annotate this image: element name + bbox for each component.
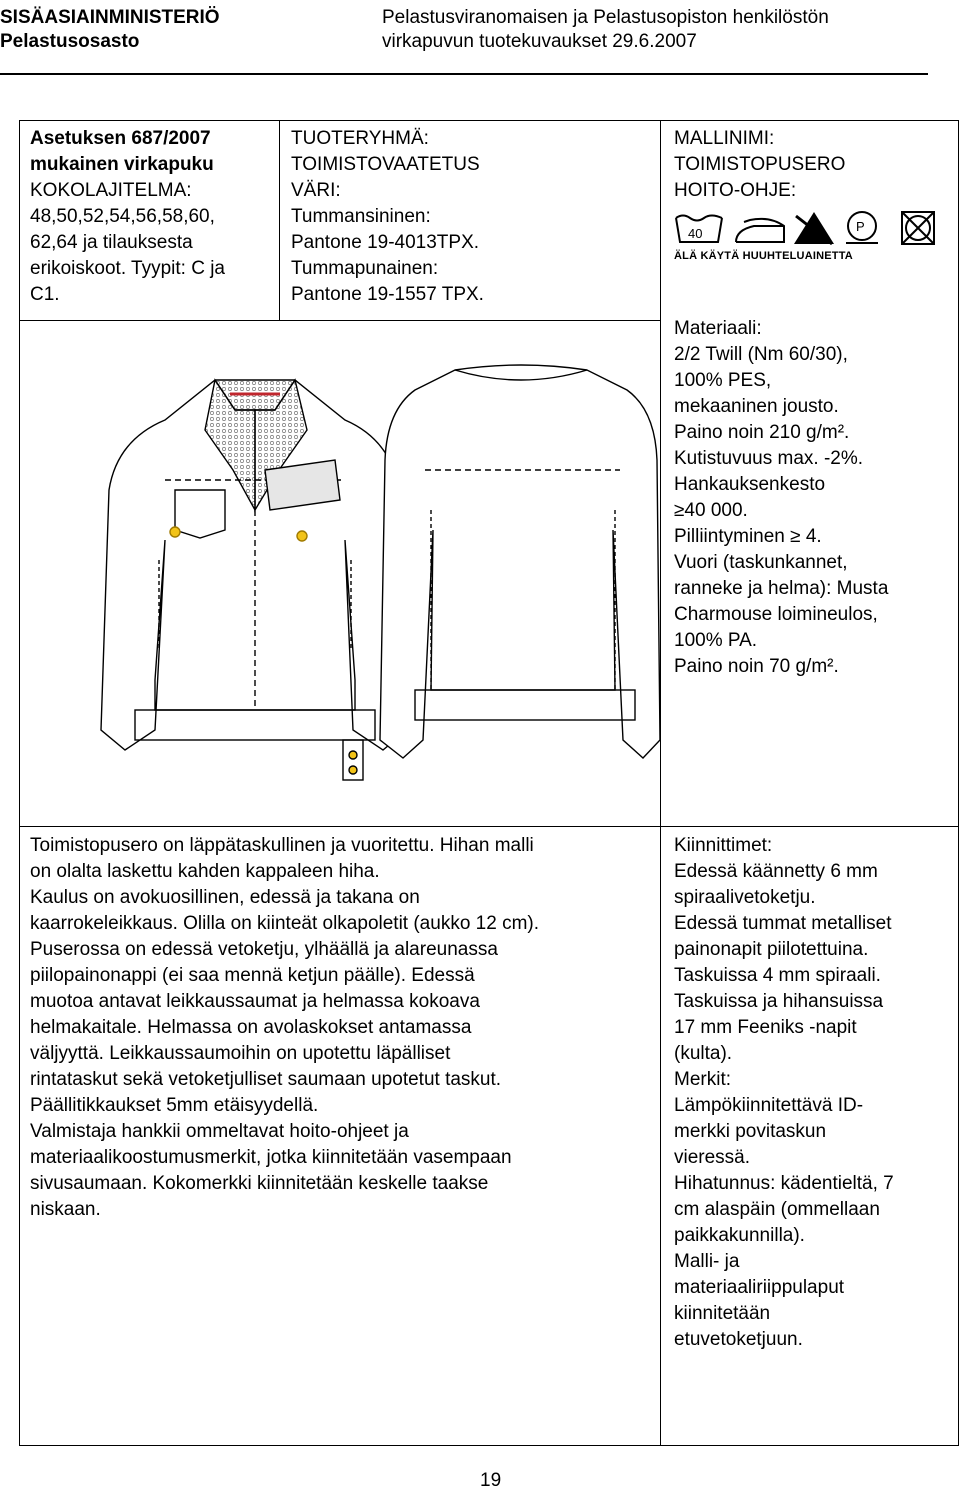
product-group-label: TUOTERYHMÄ: xyxy=(291,128,429,149)
description-line: Toimistopusero on läppätaskullinen ja vuoritettu. Hihan malli xyxy=(30,835,534,856)
product-description xyxy=(30,833,539,1223)
material-line: ≥40 000. xyxy=(674,500,748,521)
sizes-line: erikoiskoot. Tyypit: C ja xyxy=(30,258,226,279)
marks-line: merkki povitaskun xyxy=(674,1121,827,1142)
group-color-cell xyxy=(291,126,484,308)
fasteners-line: Edessä tummat metalliset xyxy=(674,913,892,934)
description-line: helmakaitale. Helmassa on avolaskokset antamassa xyxy=(30,1017,472,1038)
marks-line: Hihatunnus: kädentieltä, 7 xyxy=(674,1173,894,1194)
marks-label: Merkit: xyxy=(674,1069,731,1090)
material-line: mekaaninen jousto. xyxy=(674,396,839,417)
material-line: Kutistuvuus max. -2%. xyxy=(674,448,864,469)
document-header-right xyxy=(382,6,829,54)
marks-line: Lämpökiinnitettävä ID- xyxy=(674,1095,864,1116)
care-symbols xyxy=(674,210,944,246)
color-line: Pantone 19-1557 TPX. xyxy=(291,284,484,305)
table-divider-2 xyxy=(660,120,661,1446)
document-header-left xyxy=(0,6,220,54)
material-label: Materiaali: xyxy=(674,318,762,339)
description-line: niskaan. xyxy=(30,1199,101,1220)
product-group-value: TOIMISTOVAATETUS xyxy=(291,154,480,175)
decree-line: Asetuksen 687/2007 xyxy=(30,128,211,149)
care-note: ÄLÄ KÄYTÄ HUUHTELUAINETTA xyxy=(674,250,853,262)
jacket-technical-drawing xyxy=(95,350,660,800)
lining-detail: Paino noin 70 g/m². xyxy=(674,656,839,677)
department-name: Pelastusosasto xyxy=(0,31,140,52)
color-label: VÄRI: xyxy=(291,180,341,201)
material-line: Paino noin 210 g/m². xyxy=(674,422,850,443)
description-line: kaarrokeleikkaus. Olilla on kiinteät olkapoletit (aukko 12 cm). xyxy=(30,913,540,934)
fasteners-line: spiraalivetoketju. xyxy=(674,887,816,908)
description-line: on olalta laskettu kahden kappaleen hiha. xyxy=(30,861,380,882)
lining-value: Musta xyxy=(831,578,889,599)
material-line: Hankauksenkesto xyxy=(674,474,826,495)
model-name-value: TOIMISTOPUSERO xyxy=(674,154,846,175)
fasteners-line: (kulta). xyxy=(674,1043,733,1064)
sizes-label: KOKOLAJITELMA: xyxy=(30,180,192,201)
marks-line: paikkakunnilla). xyxy=(674,1225,805,1246)
iron-icon xyxy=(736,219,784,242)
material-line: Pilliintyminen ≥ 4. xyxy=(674,526,822,547)
table-divider-3 xyxy=(19,320,661,321)
marks-line: materiaaliriippulaput xyxy=(674,1277,845,1298)
document-title-line1: Pelastusviranomaisen ja Pelastusopiston henkilöstön xyxy=(382,7,829,28)
lining-label: Vuori (taskunkannet, xyxy=(674,552,848,573)
marks-line: cm alaspäin (ommellaan xyxy=(674,1199,880,1220)
lining-line xyxy=(674,576,888,602)
description-line: Puserossa on edessä vetoketju, ylhäällä ja alareunassa xyxy=(30,939,498,960)
description-line: Kaulus on avokuosillinen, edessä ja takana on xyxy=(30,887,420,908)
jacket-back-view xyxy=(380,365,660,758)
color-line: Tummansininen: xyxy=(291,206,431,227)
dry-clean-p-icon xyxy=(846,212,878,243)
description-line: muotoa antavat leikkaussaumat ja helmassa kokoava xyxy=(30,991,480,1012)
decree-sizes-cell xyxy=(30,126,225,308)
decree-line: mukainen virkapuku xyxy=(30,154,214,175)
material-line: 2/2 Twill (Nm 60/30), xyxy=(674,344,848,365)
wash-40-icon xyxy=(676,216,722,243)
fasteners-label: Kiinnittimet: xyxy=(674,835,773,856)
lining-detail: 100% PA. xyxy=(674,630,758,651)
marks-line: vieressä. xyxy=(674,1147,751,1168)
description-line: sivusaumaan. Kokomerkki kiinnitetään keskelle taakse xyxy=(30,1173,489,1194)
lining-detail: Charmouse loimineulos, xyxy=(674,604,878,625)
wash-temperature: 40 xyxy=(688,226,703,241)
color-line: Tummapunainen: xyxy=(291,258,439,279)
svg-text:P: P xyxy=(856,219,865,234)
model-care-cell xyxy=(674,126,845,204)
fasteners-line: painonapit piilotettuina. xyxy=(674,939,869,960)
marks-line: Malli- ja xyxy=(674,1251,740,1272)
fasteners-line: Taskuissa ja hihansuissa xyxy=(674,991,884,1012)
material-line: 100% PES, xyxy=(674,370,772,391)
description-line: väljyyttä. Leikkaussaumoihin on upotettu läpälliset xyxy=(30,1043,451,1064)
fasteners-cell xyxy=(674,833,894,1353)
material-cell xyxy=(674,316,888,680)
description-line: Valmistaja hankkii ommeltavat hoito-ohjeet ja xyxy=(30,1121,409,1142)
jacket-front-view xyxy=(101,380,415,780)
description-line: materiaalikoostumusmerkit, jotka kiinnitetään vasempaan xyxy=(30,1147,512,1168)
fasteners-line: Taskuissa 4 mm spiraali. xyxy=(674,965,881,986)
description-line: piilopainonappi (ei saa mennä ketjun päälle). Edessä xyxy=(30,965,475,986)
marks-line: kiinnitetään xyxy=(674,1303,771,1324)
page-number: 19 xyxy=(480,1470,502,1491)
sizes-line: C1. xyxy=(30,284,60,305)
table-divider-1 xyxy=(279,120,280,320)
fasteners-line: Edessä käännetty 6 mm xyxy=(674,861,878,882)
no-tumble-dry-icon xyxy=(902,212,934,244)
care-label: HOITO-OHJE: xyxy=(674,180,797,201)
sizes-line: 62,64 ja tilauksesta xyxy=(30,232,193,253)
header-divider xyxy=(0,73,928,75)
description-line: rintataskut sekä vetoketjulliset saumaan upotetut taskut. xyxy=(30,1069,502,1090)
lining-label-2: ranneke ja helma): xyxy=(674,578,832,599)
color-line: Pantone 19-4013TPX. xyxy=(291,232,480,253)
no-bleach-icon xyxy=(794,212,834,244)
sizes-line: 48,50,52,54,56,58,60, xyxy=(30,206,215,227)
marks-line: etuvetoketjuun. xyxy=(674,1329,803,1350)
ministry-name: SISÄASIAINMINISTERIÖ xyxy=(0,7,220,28)
description-line: Päällitikkaukset 5mm etäisyydellä. xyxy=(30,1095,319,1116)
document-title-line2: virkapuvun tuotekuvaukset 29.6.2007 xyxy=(382,31,697,52)
fasteners-line: 17 mm Feeniks -napit xyxy=(674,1017,857,1038)
model-name-label: MALLINIMI: xyxy=(674,128,775,149)
table-divider-4 xyxy=(19,826,959,827)
